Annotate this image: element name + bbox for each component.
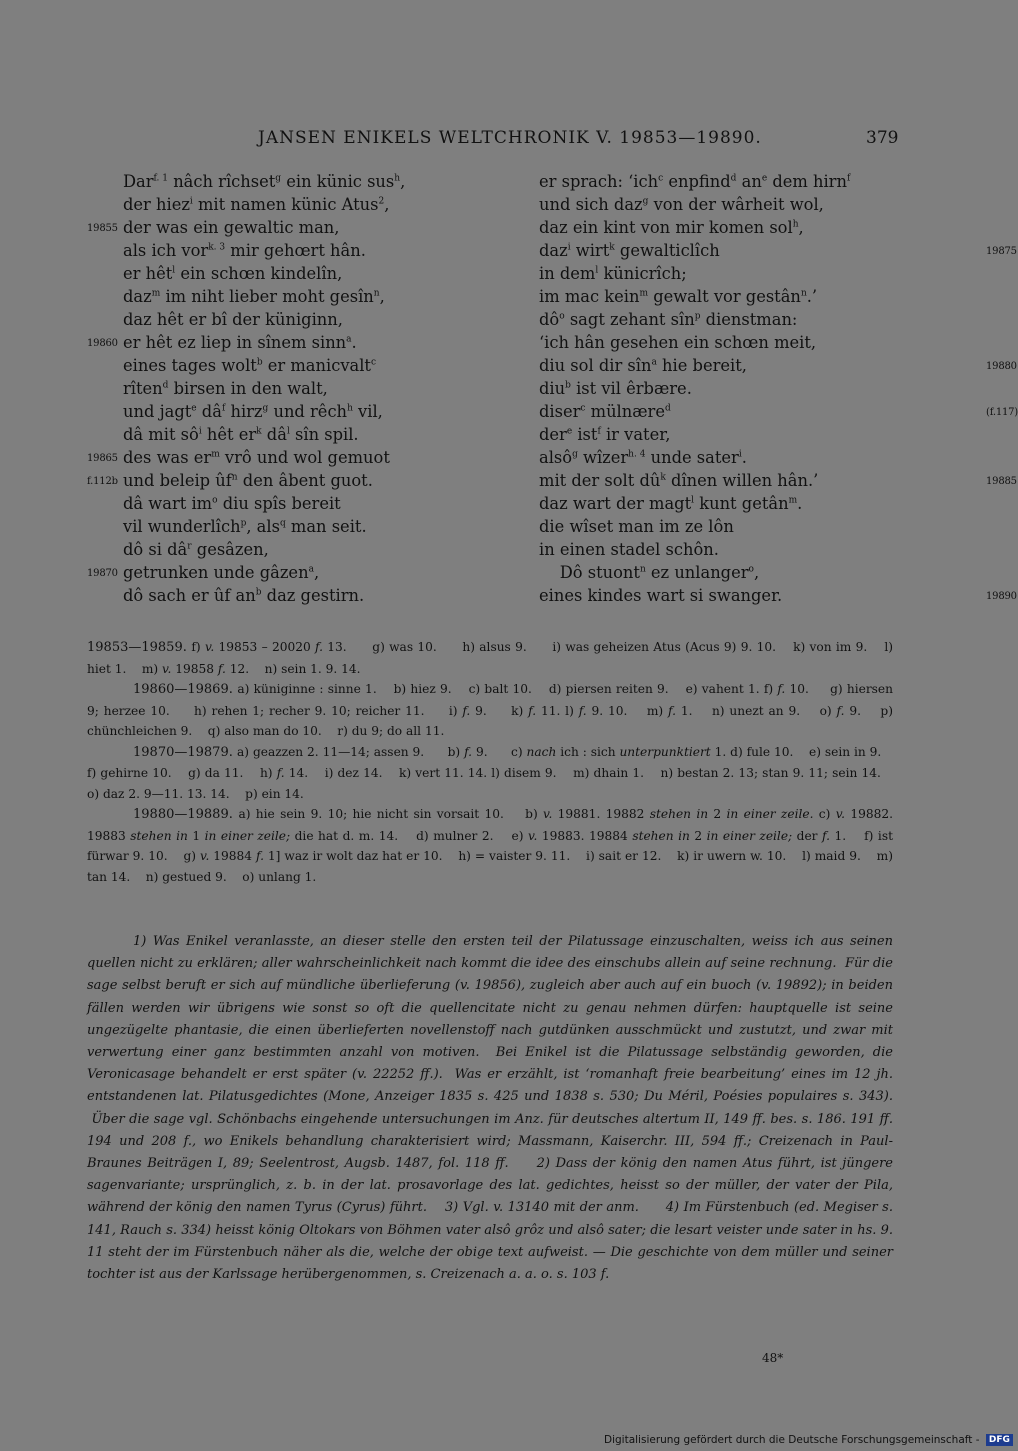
verse-line (490, 538, 1000, 561)
verse-number: 19865 (87, 453, 118, 464)
verse-text: der$^e$ ist$^f$ ir vater, (539, 425, 671, 444)
verse-line (490, 469, 1017, 492)
dfg-logo: DFG (986, 1434, 1013, 1446)
verse-text: mit der solt $dû^k$ dînen willen hân.’ (539, 471, 819, 490)
verse-number: 19860 (87, 338, 118, 349)
verse-line (0, 285, 480, 308)
verse-text: daz ein kint von mir komen sol$^h$, (539, 218, 804, 237)
verse-text: er sprach: ‘ich$^c$ enpfind$^d$ $an^e$ dem hirn$^f$ (539, 172, 851, 191)
verse-line (490, 400, 1018, 423)
verse-line (0, 492, 480, 515)
verse-number: 19870 (87, 568, 118, 579)
verse-text: daz wart der magt$^l$ kunt getân$^m$. (539, 494, 803, 513)
verse-line (0, 377, 480, 400)
verse-line (490, 216, 1000, 239)
verse-text: eines tages wolt$^b$ er manicvalt$^c$ (123, 356, 377, 375)
digitization-footer (604, 1434, 1013, 1446)
apparatus-entry (87, 742, 893, 805)
verse-line (0, 216, 480, 239)
verse-line (0, 400, 480, 423)
verse-line (0, 170, 480, 193)
verse-line (490, 446, 1000, 469)
apparatus-entry (87, 637, 893, 679)
apparatus-text: a) küniginne : sinne 1. b) hiez 9. c) balt 10. d) piersen reiten 9. e) vahent 1. f) f. 10. g) hiersen 9; herzee 10. h) rehen 1; recher 9. 10; reicher 11. i) f. 9. k) f. 11. l) f. 9. 10. m) f. 1. n) unezt an 9. o) f. 9. p) chünchleichen 9. q) also man do 10. r) du 9; do all 11. (87, 682, 893, 738)
verse-text: Dar$^{f. 1}$ nâch rîchset$^g$ ein künic sus$^h$, (123, 172, 406, 191)
verse-text: in einen stadel schôn. (539, 540, 719, 559)
running-title: JANSEN ENIKELS WELTCHRONIK V. 19853—19890. (258, 128, 762, 148)
verse-text: diu sol dir sîn$^a$ hie bereit, (539, 356, 747, 375)
verse-text: diu$^b$ ist vil êrbære. (539, 379, 692, 398)
verse-line (490, 239, 1017, 262)
verse-text: dâ mit $sô^i$ hêt $er^k$ $dâ^l$ sîn spil. (123, 425, 359, 444)
verse-text: im mac kein$^m$ gewalt vor gestân$^n$.’ (539, 287, 818, 306)
verse-text: in dem$^l$ künicrîch; (539, 264, 687, 283)
verse-text: daz$^m$ im niht lieber moht gesîn$^n$, (123, 287, 385, 306)
verse-line (490, 561, 1000, 584)
verse-column-right (490, 170, 1018, 607)
verse-number: (f.117) (986, 407, 1018, 418)
verse-line (0, 331, 480, 354)
verse-line (490, 170, 1000, 193)
verse-text: $dô^o$ sagt zehant sîn$^p$ dienstman: (539, 310, 798, 329)
verse-text: dâ wart $im^o$ diu spîs bereit (123, 494, 341, 513)
apparatus-entry (87, 679, 893, 742)
running-header (0, 128, 1000, 154)
verse-line (490, 331, 1000, 354)
apparatus-entry (87, 804, 893, 887)
verse-text: Dô stuont$^n$ ez unlanger$^o$, (539, 563, 760, 582)
verse-line (490, 262, 1000, 285)
verse-number: 19855 (87, 223, 118, 234)
verse-text: der was ein gewaltic man, (123, 218, 340, 237)
verse-line (490, 423, 1000, 446)
verse-text: getrunken unde gâzen$^a$, (123, 563, 320, 582)
apparatus-text: a) hie sein 9. 10; hie nicht sin vorsait 10. b) v. 19881. 19882 stehen in 2 in einer zeile. c) v. 19882. 19883 stehen in 1 in einer zeile; die hat d. m. 14. d) mulner 2. e) v. 19883. 19884 stehen in 2 in einer zeile; der f. 1. f) ist fürwar 9. 10. g) v. 19884 f. 1] waz ir wolt daz hat er 10. h) = vaister 9. 11. i) sait er 12. k) ir uwern w. 10. l) maid 9. m) tan 14. n) gestued 9. o) unlang 1. (87, 807, 893, 884)
apparatus-range: 19870—19879. (133, 744, 238, 760)
verse-text: eines kindes wart si swanger. (539, 586, 783, 605)
verse-text: dô si $dâ^r$ gesâzen, (123, 540, 269, 559)
verse-line (0, 262, 480, 285)
verse-line (0, 469, 480, 492)
verse-number: 19890 (986, 591, 1017, 602)
verse-text: alsô$^g$ wîzer$^{h. 4}$ unde sater$^i$. (539, 448, 747, 467)
digitization-note: Digitalisierung gefördert durch die Deutsche Forschungsgemeinschaft - (604, 1434, 980, 1446)
verse-line (490, 492, 1000, 515)
verse-line (0, 584, 480, 607)
verse-text: rîten$^d$ birsen in den walt, (123, 379, 328, 398)
verse-text: dô sach er ûf $an^b$ daz gestirn. (123, 586, 365, 605)
footnotes: 1) Was Enikel veranlasste, an dieser stelle den ersten teil der Pilatussage einzuschalten, weiss ich aus seinen quellen nicht zu erklären; aller wahrscheinlichkeit nach kommt die idee des einschubs allein auf seine rechnung. Für die sage selbst beruft er sich auf mündliche überlieferung (v. 19856), zugleich aber auch auf ein buoch (v. 19892); in beiden fällen werden wir übrigens wie sonst so oft die quellencitate nicht zu genau nehmen dürfen: hauptquelle ist seine ungezügelte phantasie, die einen überlieferten novellenstoff nach gutdünken ausschmückt und zustutzt, und zwar mit verwertung einer ganz bestimmten anzahl von motiven. Bei Enikel ist die Pilatussage selbständig geworden, die Veronicasage behandelt er erst später (v. 22252 ff.). Was er erzählt, ist ‘romanhaft freie bearbeitung’ eines im 12 jh. entstandenen lat. Pilatusgedichtes (Mone, Anzeiger 1835 s. 425 und 1838 s. 530; Du Méril, Poésies populaires s. 343). Über die sage vgl. Schönbachs eingehende untersuchungen im Anz. für deutsches altertum II, 149 ff. bes. s. 186. 191 ff. 194 und 208 f., wo Enikels behandlung charakterisiert wird; Massmann, Kaiserchr. III, 594 ff.; Creizenach in Paul-Braunes Beiträgen I, 89; Seelentrost, Augsb. 1487, fol. 118 ff. 2) Dass der könig den namen Atus führt, ist jüngere sagenvariante; ursprünglich, z. b. in der lat. prosavorlage des lat. gedichtes, heisst so der müller, der vater der Pila, während der könig den namen Tyrus (Cyrus) führt. 3) Vgl. v. 13140 mit der anm. 4) Im Fürstenbuch (ed. Megiser s. 141, Rauch s. 334) heisst könig Oltokars von Böhmen vater alsô grôz und alsô sater; die lesart veister unde sater in hs. 9. 11 steht der im Fürstenbuch näher als die, welche der obige text aufweist. — Die geschichte von dem müller und seiner tochter ist aus der Karlssage herübergenommen, s. Creizenach a. a. o. s. 103 f. (87, 934, 893, 1283)
verse-text: daz hêt er bî der küniginn, (123, 310, 343, 329)
verse-line (490, 193, 1000, 216)
verse-line (0, 354, 480, 377)
verse-line (0, 561, 480, 584)
apparatus-range: 19853—19859. (87, 640, 192, 655)
apparatus-range: 19860—19869. (133, 682, 238, 697)
verse-text: und beleip $ûf^n$ den âbent guot. (123, 471, 373, 490)
printer-signature: 48* (762, 1351, 784, 1365)
verse-line (0, 515, 480, 538)
verse-text: die wîset man im ze lôn (539, 517, 734, 536)
verse-line (0, 423, 480, 446)
verse-line (490, 377, 1000, 400)
verse-line (490, 584, 1017, 607)
verse-text: ‘ich hân gesehen ein schœn meit, (539, 333, 817, 352)
verse-text: des was $er^m$ vrô und wol gemuot (123, 448, 390, 467)
verse-number: f.112b (87, 476, 118, 487)
verse-text: er hêt ez liep in sînem sinn$^a$. (123, 333, 357, 352)
verse-line (0, 239, 480, 262)
verse-number: 19880 (986, 361, 1017, 372)
verse-number: 19875 (986, 246, 1017, 257)
verse-text: diser$^c$ mülnære$^d$ (539, 402, 671, 421)
verse-text: daz$^i$ wirt$^k$ gewalticlîch (539, 241, 720, 260)
apparatus-text: f) v. 19853 – 20020 f. 13. g) was 10. h) alsus 9. i) was geheizen Atus (Acus 9) 9. 10. k) von im 9. l) hiet 1. m) v. 19858 f. 12. n) sein 1. 9. 14. (87, 640, 893, 676)
verse-line (0, 538, 480, 561)
verse-line (490, 354, 1017, 377)
verse-text: der hiez$^i$ mit namen künic Atus$^2$, (123, 195, 390, 214)
apparatus-text: a) geazzen 2. 11—14; assen 9. b) f. 9. c) nach ich : sich unterpunktiert 1. d) fule 10. e) sein in 9. f) gehirne 10. g) da 11. h) f. 14. i) dez 14. k) vert 11. 14. l) disem 9. m) dhain 1. n) bestan 2. 13; stan 9. 11; sein 14. o) daz 2. 9—11. 13. 14. p) ein 14. (87, 744, 893, 801)
critical-apparatus (87, 637, 893, 887)
apparatus-range: 19880—19889. (133, 807, 239, 822)
verse-line (0, 446, 480, 469)
verse-line (490, 308, 1000, 331)
verse-text: als ich vor$^{k. 3}$ mir gehœrt hân. (123, 241, 366, 260)
verse-line (0, 193, 480, 216)
verse-text: vil wunderlîch$^p$, als$^q$ man seit. (123, 517, 367, 536)
verse-line (490, 285, 1000, 308)
verse-line (490, 515, 1000, 538)
verse-number: 19885 (986, 476, 1017, 487)
verse-line (0, 308, 480, 331)
verse-text: er hêt$^l$ ein schœn kindelîn, (123, 264, 343, 283)
verse-text: und jagt$^e$ $dâ^f$ hirz$^g$ und rêch$^h$ vil, (123, 402, 383, 421)
page-number: 379 (866, 128, 899, 148)
verse-column-left (0, 170, 480, 607)
verse-text: und sich daz$^g$ von der wârheit wol, (539, 195, 824, 214)
